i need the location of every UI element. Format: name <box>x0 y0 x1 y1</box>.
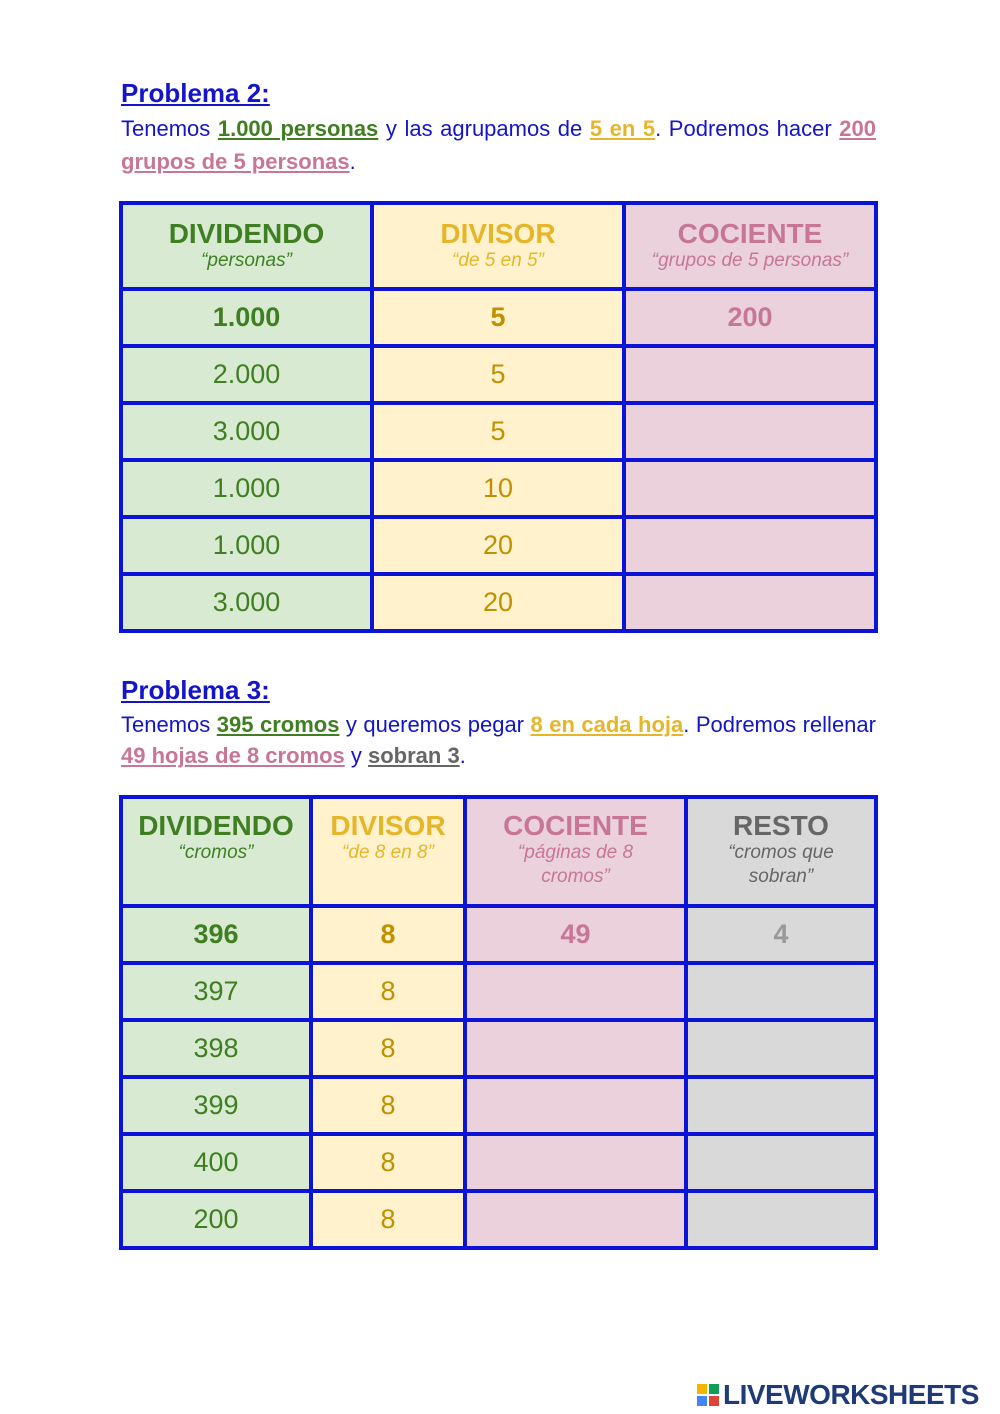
statement-text: . <box>459 743 466 768</box>
cell-dividendo: 399 <box>121 1077 311 1134</box>
cell-divisor: 10 <box>372 460 624 517</box>
answer-input-cociente[interactable] <box>624 460 876 517</box>
table-row <box>121 1077 876 1134</box>
answer-input-cociente[interactable] <box>465 1134 686 1191</box>
cell-divisor: 8 <box>311 1077 465 1134</box>
table-row <box>121 1134 876 1191</box>
header-label: RESTO <box>733 810 829 841</box>
problem-2-section <box>121 78 876 178</box>
header-dividendo <box>121 797 311 906</box>
header-sublabel: “grupos de 5 personas” <box>651 250 849 271</box>
cell-resto: 4 <box>686 906 876 963</box>
statement-text: y queremos pegar <box>339 712 531 737</box>
header-label: DIVIDENDO <box>138 810 294 841</box>
answer-input-cociente[interactable] <box>624 346 876 403</box>
highlight-remainder: sobran 3 <box>368 743 460 768</box>
statement-text: y las agrupamos de <box>378 116 590 141</box>
statement-text: . <box>349 149 356 174</box>
answer-input-cociente[interactable] <box>624 574 876 631</box>
statement-text: Tenemos <box>121 712 217 737</box>
header-cociente <box>465 797 686 906</box>
cell-dividendo: 3.000 <box>121 574 372 631</box>
table-row <box>121 289 876 346</box>
cell-dividendo: 396 <box>121 906 311 963</box>
table-row <box>121 346 876 403</box>
cell-divisor: 5 <box>372 289 624 346</box>
liveworksheets-logo-icon <box>697 1384 719 1406</box>
cell-divisor: 8 <box>311 906 465 963</box>
statement-text: . Podremos rellenar <box>683 712 876 737</box>
liveworksheets-logo-text: LIVEWORKSHEETS <box>723 1379 979 1410</box>
highlight-divisor: 8 en cada hoja <box>530 712 684 737</box>
problem-3-section <box>121 675 876 771</box>
table-row <box>121 1191 876 1248</box>
answer-input-resto[interactable] <box>686 1134 876 1191</box>
statement-text: . Podremos hacer <box>655 116 840 141</box>
table-row <box>121 906 876 963</box>
liveworksheets-logo <box>697 1378 979 1412</box>
statement-text: y <box>344 743 368 768</box>
answer-input-resto[interactable] <box>686 1077 876 1134</box>
answer-input-cociente[interactable] <box>624 403 876 460</box>
cell-cociente: 200 <box>624 289 876 346</box>
table-row <box>121 1020 876 1077</box>
header-sublabel: “cromos” <box>178 842 254 863</box>
highlight-divisor: 5 en 5 <box>589 116 656 141</box>
problem-2-title: Problema 2: <box>121 78 270 108</box>
header-cociente <box>624 203 876 289</box>
table-row <box>121 574 876 631</box>
table-row <box>121 460 876 517</box>
problem-3-title: Problema 3: <box>121 675 270 705</box>
problem-3-statement <box>121 709 876 771</box>
answer-input-cociente[interactable] <box>465 963 686 1020</box>
answer-input-cociente[interactable] <box>465 1077 686 1134</box>
cell-dividendo: 400 <box>121 1134 311 1191</box>
table-header-row <box>121 797 876 906</box>
cell-divisor: 8 <box>311 1134 465 1191</box>
header-label: DIVISOR <box>330 810 446 841</box>
highlight-quotient: 200 grupos de 5 personas <box>121 116 876 174</box>
statement-text: Tenemos <box>121 116 218 141</box>
header-resto <box>686 797 876 906</box>
cell-dividendo: 398 <box>121 1020 311 1077</box>
answer-input-resto[interactable] <box>686 1020 876 1077</box>
cell-cociente: 49 <box>465 906 686 963</box>
header-dividendo <box>121 203 372 289</box>
header-label: COCIENTE <box>503 810 648 841</box>
problem-2-statement <box>121 112 876 178</box>
answer-input-cociente[interactable] <box>465 1191 686 1248</box>
cell-divisor: 8 <box>311 1191 465 1248</box>
table-header-row <box>121 203 876 289</box>
table-row <box>121 403 876 460</box>
cell-divisor: 20 <box>372 517 624 574</box>
header-label: DIVIDENDO <box>168 218 325 249</box>
cell-divisor: 5 <box>372 403 624 460</box>
header-label: COCIENTE <box>677 218 823 249</box>
cell-dividendo: 397 <box>121 963 311 1020</box>
header-sublabel: “de 8 en 8” <box>342 842 434 863</box>
cell-dividendo: 200 <box>121 1191 311 1248</box>
header-sublabel: “personas” <box>201 250 292 271</box>
highlight-dividend: 395 cromos <box>216 712 340 737</box>
cell-divisor: 8 <box>311 1020 465 1077</box>
problem-3-table <box>119 795 878 1250</box>
cell-divisor: 8 <box>311 963 465 1020</box>
highlight-quotient: 49 hojas de 8 cromos <box>121 743 345 768</box>
table-row <box>121 517 876 574</box>
highlight-dividend: 1.000 personas <box>217 116 379 141</box>
header-sublabel: “páginas de 8 cromos” <box>517 842 634 887</box>
cell-dividendo: 1.000 <box>121 517 372 574</box>
header-sublabel: “cromos que sobran” <box>728 842 834 887</box>
answer-input-resto[interactable] <box>686 1191 876 1248</box>
header-divisor <box>311 797 465 906</box>
answer-input-cociente[interactable] <box>624 517 876 574</box>
cell-dividendo: 2.000 <box>121 346 372 403</box>
answer-input-cociente[interactable] <box>465 1020 686 1077</box>
cell-dividendo: 1.000 <box>121 460 372 517</box>
cell-dividendo: 3.000 <box>121 403 372 460</box>
problem-2-table <box>119 201 878 633</box>
cell-divisor: 20 <box>372 574 624 631</box>
cell-dividendo: 1.000 <box>121 289 372 346</box>
answer-input-resto[interactable] <box>686 963 876 1020</box>
header-label: DIVISOR <box>440 218 556 249</box>
header-divisor <box>372 203 624 289</box>
table-row <box>121 963 876 1020</box>
cell-divisor: 5 <box>372 346 624 403</box>
header-sublabel: “de 5 en 5” <box>452 250 544 271</box>
